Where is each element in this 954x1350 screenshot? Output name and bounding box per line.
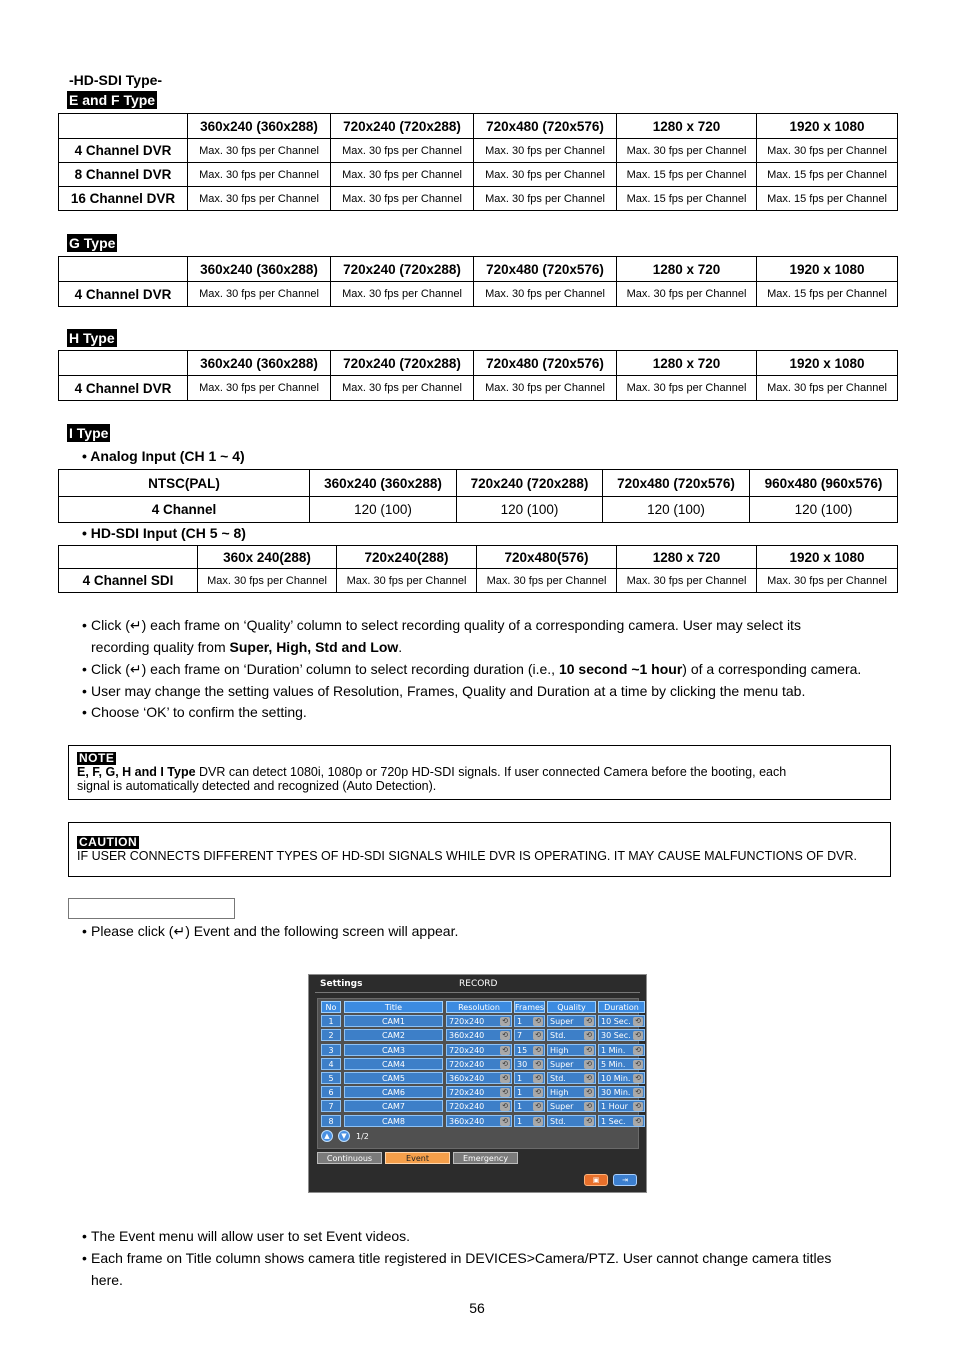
bullet-quality: • Click (↵) each frame on ‘Quality’ column to select recording quality of a corresponding camera. User may select its recording quality from Super, High, Std and Low. bbox=[82, 615, 902, 658]
cell-value: CAM3 bbox=[381, 1045, 406, 1055]
table-header-row bbox=[59, 257, 898, 282]
header-cell: 1920 x 1080 bbox=[757, 546, 898, 569]
cell-value: 5 bbox=[328, 1074, 334, 1083]
cell-value: 1 Sec. bbox=[601, 1116, 626, 1126]
cell-value: 10 Min. bbox=[601, 1074, 631, 1083]
table-cell: Max. 30 fps per Channel bbox=[331, 282, 474, 307]
cycle-icon[interactable]: ⟲ bbox=[533, 1102, 543, 1111]
text-run: ) of a corresponding camera. bbox=[682, 661, 862, 677]
table-cell: Max. 30 fps per Channel bbox=[331, 376, 474, 401]
bullet-text bbox=[91, 659, 912, 681]
cycle-icon[interactable]: ⟲ bbox=[633, 1017, 643, 1026]
page-down-button[interactable]: ▼ bbox=[338, 1130, 350, 1142]
cycle-icon[interactable]: ⟲ bbox=[500, 1074, 510, 1083]
header-cell: 720x480 (720x576) bbox=[474, 257, 617, 282]
cycle-icon[interactable]: ⟲ bbox=[500, 1117, 510, 1126]
cycle-icon[interactable]: ⟲ bbox=[584, 1117, 594, 1126]
table-cell: Max. 30 fps per Channel bbox=[474, 139, 617, 163]
ef-type-label: E and F Type bbox=[69, 92, 156, 108]
table-cell: Max. 30 fps per Channel bbox=[188, 282, 331, 307]
header-cell: 360x240 (360x288) bbox=[310, 470, 457, 497]
table-header-row bbox=[59, 114, 898, 139]
header-cell: 720x240(288) bbox=[337, 546, 477, 569]
bullet-text: Choose ‘OK’ to confirm the setting. bbox=[91, 704, 307, 720]
quality-cell[interactable] bbox=[547, 1029, 596, 1041]
header-cell: 360x240 (360x288) bbox=[188, 257, 331, 282]
cycle-icon[interactable]: ⟲ bbox=[533, 1117, 543, 1126]
title-cell bbox=[344, 1115, 443, 1127]
note-box bbox=[68, 745, 891, 800]
frames-cell[interactable] bbox=[514, 1086, 545, 1098]
cell-value: 1 bbox=[517, 1102, 523, 1112]
cell-value: CAM2 bbox=[381, 1031, 406, 1041]
table-row bbox=[59, 497, 898, 523]
cell-value: 720x240 bbox=[449, 1059, 485, 1069]
cell-value: 30 bbox=[517, 1059, 528, 1069]
cycle-icon[interactable]: ⟲ bbox=[584, 1017, 594, 1026]
exit-icon[interactable]: ⇥ bbox=[613, 1174, 637, 1186]
note-text: DVR can detect 1080i, 1080p or 720p HD-SDI signals. If user connected Camera before the booting, each bbox=[195, 765, 787, 779]
cycle-icon[interactable]: ⟲ bbox=[633, 1074, 643, 1083]
header-cell: 360x 240(288) bbox=[198, 546, 337, 569]
cell-value: CAM5 bbox=[381, 1074, 406, 1083]
no-cell bbox=[321, 1015, 341, 1027]
cell-value: 1 bbox=[517, 1074, 523, 1083]
text-bold: Super, High, Std and Low bbox=[229, 638, 399, 655]
text-run: . bbox=[398, 638, 403, 655]
cycle-icon[interactable]: ⟲ bbox=[533, 1046, 543, 1055]
table-cell: Max. 30 fps per Channel bbox=[617, 139, 757, 163]
frames-cell[interactable] bbox=[514, 1044, 545, 1056]
cycle-icon[interactable]: ⟲ bbox=[584, 1060, 594, 1069]
cycle-icon[interactable]: ⟲ bbox=[500, 1031, 510, 1040]
column-header[interactable]: Frames bbox=[515, 1003, 545, 1012]
cell-value: 4 bbox=[328, 1059, 334, 1069]
duration-cell[interactable] bbox=[598, 1100, 645, 1112]
title-cell bbox=[344, 1086, 443, 1098]
text-bold: 10 second ~1 hour bbox=[558, 661, 683, 677]
note-label: NOTE bbox=[79, 751, 115, 765]
header-cell: 1920 x 1080 bbox=[757, 351, 898, 376]
row-label: 8 Channel DVR bbox=[59, 163, 188, 187]
cell-value: High bbox=[550, 1045, 569, 1055]
header-cell: 720x240 (720x288) bbox=[331, 114, 474, 139]
table-row bbox=[59, 163, 898, 187]
frames-cell[interactable] bbox=[514, 1115, 545, 1127]
cell-value: 1 Hour bbox=[601, 1102, 628, 1112]
text-run: Click (↵) each frame on ‘Duration’ column to select recording duration (i.e., bbox=[91, 661, 559, 677]
title-cell bbox=[344, 1029, 443, 1041]
table-cell: Max. 30 fps per Channel bbox=[337, 569, 477, 593]
title-cell bbox=[344, 1058, 443, 1070]
header-cell bbox=[59, 114, 188, 139]
row-label: 4 Channel DVR bbox=[59, 139, 188, 163]
table-header-row bbox=[59, 546, 898, 569]
quality-cell[interactable] bbox=[547, 1072, 596, 1084]
i-type-label: I Type bbox=[69, 425, 109, 441]
cell-value: 1 bbox=[517, 1116, 523, 1126]
header-cell: 960x480 (960x576) bbox=[750, 470, 898, 497]
table-cell: Max. 15 fps per Channel bbox=[617, 163, 757, 187]
dvr-record-title: RECORD bbox=[459, 979, 498, 989]
quality-cell[interactable] bbox=[547, 1044, 596, 1056]
table-cell: Max. 30 fps per Channel bbox=[477, 569, 617, 593]
duration-cell[interactable] bbox=[598, 1044, 645, 1056]
cycle-icon[interactable]: ⟲ bbox=[584, 1102, 594, 1111]
duration-cell[interactable] bbox=[598, 1015, 645, 1027]
cell-value: 6 bbox=[328, 1088, 334, 1098]
cycle-icon[interactable]: ⟲ bbox=[500, 1017, 510, 1026]
frames-cell[interactable] bbox=[514, 1029, 545, 1041]
dvr-record-screen bbox=[308, 974, 647, 1193]
header-cell: 720x240 (720x288) bbox=[331, 257, 474, 282]
cycle-icon[interactable]: ⟲ bbox=[533, 1060, 543, 1069]
cycle-icon[interactable]: ⟲ bbox=[533, 1088, 543, 1097]
resolution-cell[interactable] bbox=[446, 1100, 512, 1112]
frames-cell[interactable] bbox=[514, 1015, 545, 1027]
table-cell: Max. 30 fps per Channel bbox=[188, 139, 331, 163]
table-cell: Max. 30 fps per Channel bbox=[617, 376, 757, 401]
quality-cell[interactable] bbox=[547, 1100, 596, 1112]
cycle-icon[interactable]: ⟲ bbox=[500, 1102, 510, 1111]
frames-cell[interactable] bbox=[514, 1100, 545, 1112]
header-cell: 1280 x 720 bbox=[617, 546, 757, 569]
row-label: 16 Channel DVR bbox=[59, 187, 188, 211]
header-cell: 720x240 (720x288) bbox=[457, 470, 603, 497]
header-cell: 1280 x 720 bbox=[617, 257, 757, 282]
cell-value: CAM1 bbox=[381, 1017, 406, 1027]
dvr-title-divider bbox=[315, 992, 640, 993]
no-cell bbox=[321, 1115, 341, 1127]
cell-value: 1 Min. bbox=[601, 1045, 626, 1055]
cycle-icon[interactable]: ⟲ bbox=[584, 1074, 594, 1083]
column-header: No bbox=[321, 1001, 341, 1013]
resolution-cell[interactable] bbox=[446, 1058, 512, 1070]
cycle-icon[interactable]: ⟲ bbox=[533, 1017, 543, 1026]
resolution-cell[interactable] bbox=[446, 1029, 512, 1041]
no-cell bbox=[321, 1086, 341, 1098]
cell-value: 1 bbox=[328, 1017, 334, 1027]
title-cell bbox=[344, 1072, 443, 1084]
column-header[interactable]: Duration bbox=[598, 1001, 645, 1013]
text-run: recording quality from bbox=[91, 638, 230, 655]
bullet-text-continued: here. bbox=[91, 1271, 123, 1288]
cell-value: 30 Min. bbox=[601, 1088, 631, 1098]
hd-sdi-input-title: • HD-SDI Input (CH 5 ~ 8) bbox=[82, 525, 246, 541]
header-cell: 720x480 (720x576) bbox=[474, 114, 617, 139]
table-cell: Max. 15 fps per Channel bbox=[757, 163, 898, 187]
analog-input-table bbox=[58, 469, 898, 523]
cell-value: 7 bbox=[328, 1102, 334, 1112]
table-row bbox=[59, 376, 898, 401]
cell-value: Std. bbox=[550, 1116, 566, 1126]
cell-value: 360x240 bbox=[449, 1074, 485, 1083]
resolution-cell[interactable] bbox=[446, 1015, 512, 1027]
page-number: 56 bbox=[469, 1300, 485, 1316]
analog-input-title: • Analog Input (CH 1 ~ 4) bbox=[82, 448, 245, 464]
no-cell bbox=[321, 1058, 341, 1070]
table-cell: Max. 30 fps per Channel bbox=[331, 163, 474, 187]
bullet-text: Click (↵) each frame on ‘Quality’ column to select recording quality of a corresponding camera. User may select its bbox=[91, 617, 801, 633]
table-cell: 120 (100) bbox=[603, 497, 750, 523]
column-header[interactable]: Resolution bbox=[446, 1001, 512, 1013]
cell-value: 3 bbox=[328, 1045, 334, 1055]
resolution-cell[interactable] bbox=[446, 1072, 512, 1084]
cycle-icon[interactable]: ⟲ bbox=[633, 1060, 643, 1069]
cycle-icon[interactable]: ⟲ bbox=[633, 1088, 643, 1097]
header-cell: 360x240 (360x288) bbox=[188, 351, 331, 376]
bullet-text: Please click (↵) Event and the following screen will appear. bbox=[91, 923, 459, 939]
cell-value: 1 bbox=[517, 1088, 523, 1098]
bullet-menu-tab: • User may change the setting values of Resolution, Frames, Quality and Duration at a time by clicking the menu tab. bbox=[82, 681, 912, 703]
header-cell: 720x480 (720x576) bbox=[474, 351, 617, 376]
cell-value: 1 bbox=[517, 1017, 523, 1027]
frames-cell[interactable] bbox=[514, 1058, 545, 1070]
cell-value: 2 bbox=[328, 1031, 334, 1041]
bullet-event-intro: • Please click (↵) Event and the following screen will appear. bbox=[82, 921, 912, 943]
cell-value: CAM6 bbox=[381, 1088, 406, 1098]
table-cell: Max. 30 fps per Channel bbox=[474, 376, 617, 401]
hd-sdi-input-table bbox=[58, 545, 898, 593]
table-cell: Max. 30 fps per Channel bbox=[331, 139, 474, 163]
table-row bbox=[59, 282, 898, 307]
cell-value: 15 bbox=[517, 1045, 528, 1055]
tab-emergency[interactable]: Emergency bbox=[453, 1152, 518, 1164]
title-cell bbox=[344, 1015, 443, 1027]
cell-value: Super bbox=[550, 1017, 574, 1027]
analog-input-title-text: Analog Input (CH 1 ~ 4) bbox=[90, 448, 245, 464]
cell-value: 10 Sec. bbox=[601, 1017, 631, 1027]
cell-value: 5 Min. bbox=[601, 1059, 626, 1069]
no-cell bbox=[321, 1029, 341, 1041]
g-type-table bbox=[58, 256, 898, 307]
cell-value: 360x240 bbox=[449, 1116, 485, 1126]
duration-cell[interactable] bbox=[598, 1086, 645, 1098]
row-label: 4 Channel bbox=[59, 497, 310, 523]
cell-value: Super bbox=[550, 1059, 574, 1069]
tab-event[interactable]: Event bbox=[385, 1152, 450, 1164]
cycle-icon[interactable]: ⟲ bbox=[584, 1031, 594, 1040]
cell-value: Super bbox=[550, 1102, 574, 1112]
cell-value: 720x240 bbox=[449, 1102, 485, 1112]
resolution-cell[interactable] bbox=[446, 1086, 512, 1098]
table-cell: Max. 30 fps per Channel bbox=[331, 187, 474, 211]
table-cell: Max. 15 fps per Channel bbox=[757, 282, 898, 307]
cell-value: 720x240 bbox=[449, 1017, 485, 1027]
cycle-icon[interactable]: ⟲ bbox=[584, 1046, 594, 1055]
bullet-text-continued bbox=[91, 637, 902, 659]
header-cell: 720x480(576) bbox=[477, 546, 617, 569]
cell-value: Std. bbox=[550, 1074, 566, 1083]
header-cell bbox=[59, 351, 188, 376]
table-row bbox=[59, 139, 898, 163]
quality-cell[interactable] bbox=[547, 1058, 596, 1070]
table-cell: Max. 30 fps per Channel bbox=[188, 187, 331, 211]
resolution-cell[interactable] bbox=[446, 1044, 512, 1056]
quality-cell[interactable] bbox=[547, 1115, 596, 1127]
cell-value: Std. bbox=[550, 1031, 566, 1041]
table-cell: Max. 15 fps per Channel bbox=[617, 187, 757, 211]
table-cell: 120 (100) bbox=[750, 497, 898, 523]
dvr-settings-title: Settings bbox=[320, 979, 363, 989]
bullet-ok: • Choose ‘OK’ to confirm the setting. bbox=[82, 702, 912, 724]
cell-value: CAM4 bbox=[381, 1059, 406, 1069]
cycle-icon[interactable]: ⟲ bbox=[533, 1031, 543, 1040]
cell-value: High bbox=[550, 1088, 569, 1098]
g-type-label: G Type bbox=[69, 235, 116, 251]
table-cell: Max. 30 fps per Channel bbox=[757, 139, 898, 163]
cell-value: 720x240 bbox=[449, 1088, 485, 1098]
no-cell bbox=[321, 1072, 341, 1084]
duration-cell[interactable] bbox=[598, 1029, 645, 1041]
row-label: 4 Channel DVR bbox=[59, 282, 188, 307]
table-header-row bbox=[59, 351, 898, 376]
dvr-record-panel bbox=[317, 998, 639, 1149]
empty-label-box bbox=[68, 898, 235, 919]
quality-cell[interactable] bbox=[547, 1015, 596, 1027]
header-cell: 720x240 (720x288) bbox=[331, 351, 474, 376]
h-type-label: H Type bbox=[69, 330, 115, 346]
cell-value: CAM7 bbox=[381, 1102, 406, 1112]
page-up-button[interactable]: ▲ bbox=[321, 1130, 333, 1142]
table-row bbox=[59, 187, 898, 211]
header-cell: 720x480 (720x576) bbox=[603, 470, 750, 497]
table-cell: 120 (100) bbox=[457, 497, 603, 523]
row-label: 4 Channel SDI bbox=[59, 569, 198, 593]
table-cell: Max. 30 fps per Channel bbox=[474, 187, 617, 211]
cycle-icon[interactable]: ⟲ bbox=[633, 1117, 643, 1126]
table-header-row bbox=[59, 470, 898, 497]
bullet-event-menu: • The Event menu will allow user to set Event videos. bbox=[82, 1226, 912, 1248]
tab-continuous[interactable]: Continuous bbox=[317, 1152, 382, 1164]
cycle-icon[interactable]: ⟲ bbox=[584, 1088, 594, 1097]
table-cell: Max. 30 fps per Channel bbox=[188, 163, 331, 187]
table-cell: Max. 30 fps per Channel bbox=[198, 569, 337, 593]
cycle-icon[interactable]: ⟲ bbox=[500, 1060, 510, 1069]
table-cell: Max. 30 fps per Channel bbox=[617, 569, 757, 593]
table-cell: Max. 30 fps per Channel bbox=[474, 282, 617, 307]
cycle-icon[interactable]: ⟲ bbox=[633, 1046, 643, 1055]
header-cell bbox=[59, 546, 198, 569]
note-bold-text: E, F, G, H and I Type bbox=[77, 765, 196, 779]
table-cell: Max. 30 fps per Channel bbox=[617, 282, 757, 307]
hd-sdi-input-title-text: HD-SDI Input (CH 5 ~ 8) bbox=[90, 525, 246, 541]
frames-cell[interactable] bbox=[514, 1072, 545, 1084]
page-indicator: 1/2 bbox=[356, 1132, 369, 1141]
duration-cell[interactable] bbox=[598, 1058, 645, 1070]
header-cell: NTSC(PAL) bbox=[59, 470, 310, 497]
title-cell bbox=[344, 1100, 443, 1112]
column-header[interactable]: Quality bbox=[547, 1001, 596, 1013]
table-cell: Max. 15 fps per Channel bbox=[757, 187, 898, 211]
header-cell bbox=[59, 257, 188, 282]
table-cell: 120 (100) bbox=[310, 497, 457, 523]
save-icon[interactable]: ▣ bbox=[584, 1174, 608, 1186]
ef-type-table bbox=[58, 113, 898, 211]
cycle-icon[interactable]: ⟲ bbox=[500, 1088, 510, 1097]
cell-value: 720x240 bbox=[449, 1045, 485, 1055]
header-cell: 360x240 (360x288) bbox=[188, 114, 331, 139]
title-cell bbox=[344, 1044, 443, 1056]
header-cell: 1920 x 1080 bbox=[757, 114, 898, 139]
table-row bbox=[59, 569, 898, 593]
cycle-icon[interactable]: ⟲ bbox=[633, 1102, 643, 1111]
cell-value: CAM8 bbox=[381, 1116, 406, 1126]
header-cell: 1920 x 1080 bbox=[757, 257, 898, 282]
quality-cell[interactable] bbox=[547, 1086, 596, 1098]
resolution-cell[interactable] bbox=[446, 1115, 512, 1127]
table-cell: Max. 30 fps per Channel bbox=[757, 376, 898, 401]
cycle-icon[interactable]: ⟲ bbox=[633, 1031, 643, 1040]
header-cell: 1280 x 720 bbox=[617, 114, 757, 139]
bullet-title-column: • Each frame on Title column shows camera title registered in DEVICES>Camera/PTZ. User cannot change camera titles here. bbox=[82, 1248, 912, 1291]
bullet-text: The Event menu will allow user to set Event videos. bbox=[91, 1228, 411, 1244]
caution-box bbox=[68, 822, 891, 877]
cycle-icon[interactable]: ⟲ bbox=[500, 1046, 510, 1055]
caution-label: CAUTION bbox=[79, 835, 138, 849]
caution-text: IF USER CONNECTS DIFFERENT TYPES OF HD-SDI SIGNALS WHILE DVR IS OPERATING. IT MAY CAUSE MALFUNCTIONS OF DVR. bbox=[77, 849, 857, 863]
bullet-duration: • Click (↵) each frame on ‘Duration’ column to select recording duration (i.e., 10 second ~1 hour) of a corresponding camera. bbox=[82, 659, 912, 681]
cell-value: 30 Sec. bbox=[601, 1031, 631, 1041]
no-cell bbox=[321, 1100, 341, 1112]
duration-cell[interactable] bbox=[598, 1072, 645, 1084]
table-cell: Max. 30 fps per Channel bbox=[757, 569, 898, 593]
h-type-table bbox=[58, 350, 898, 401]
duration-cell[interactable] bbox=[598, 1115, 645, 1127]
column-header: Title bbox=[344, 1001, 443, 1013]
bullet-text: Each frame on Title column shows camera title registered in DEVICES>Camera/PTZ. User cannot change camera titles bbox=[91, 1250, 832, 1266]
no-cell bbox=[321, 1044, 341, 1056]
note-text: signal is automatically detected and recognized (Auto Detection). bbox=[77, 779, 437, 793]
row-label: 4 Channel DVR bbox=[59, 376, 188, 401]
table-cell: Max. 30 fps per Channel bbox=[474, 163, 617, 187]
bullet-text: User may change the setting values of Resolution, Frames, Quality and Duration at a time by clicking the menu tab. bbox=[91, 683, 806, 699]
header-cell: 1280 x 720 bbox=[617, 351, 757, 376]
cell-value: 7 bbox=[517, 1031, 523, 1041]
cycle-icon[interactable]: ⟲ bbox=[533, 1074, 543, 1083]
section-title: -HD-SDI Type- bbox=[69, 72, 163, 88]
cell-value: 360x240 bbox=[449, 1031, 485, 1041]
table-cell: Max. 30 fps per Channel bbox=[188, 376, 331, 401]
cell-value: 8 bbox=[328, 1116, 334, 1126]
